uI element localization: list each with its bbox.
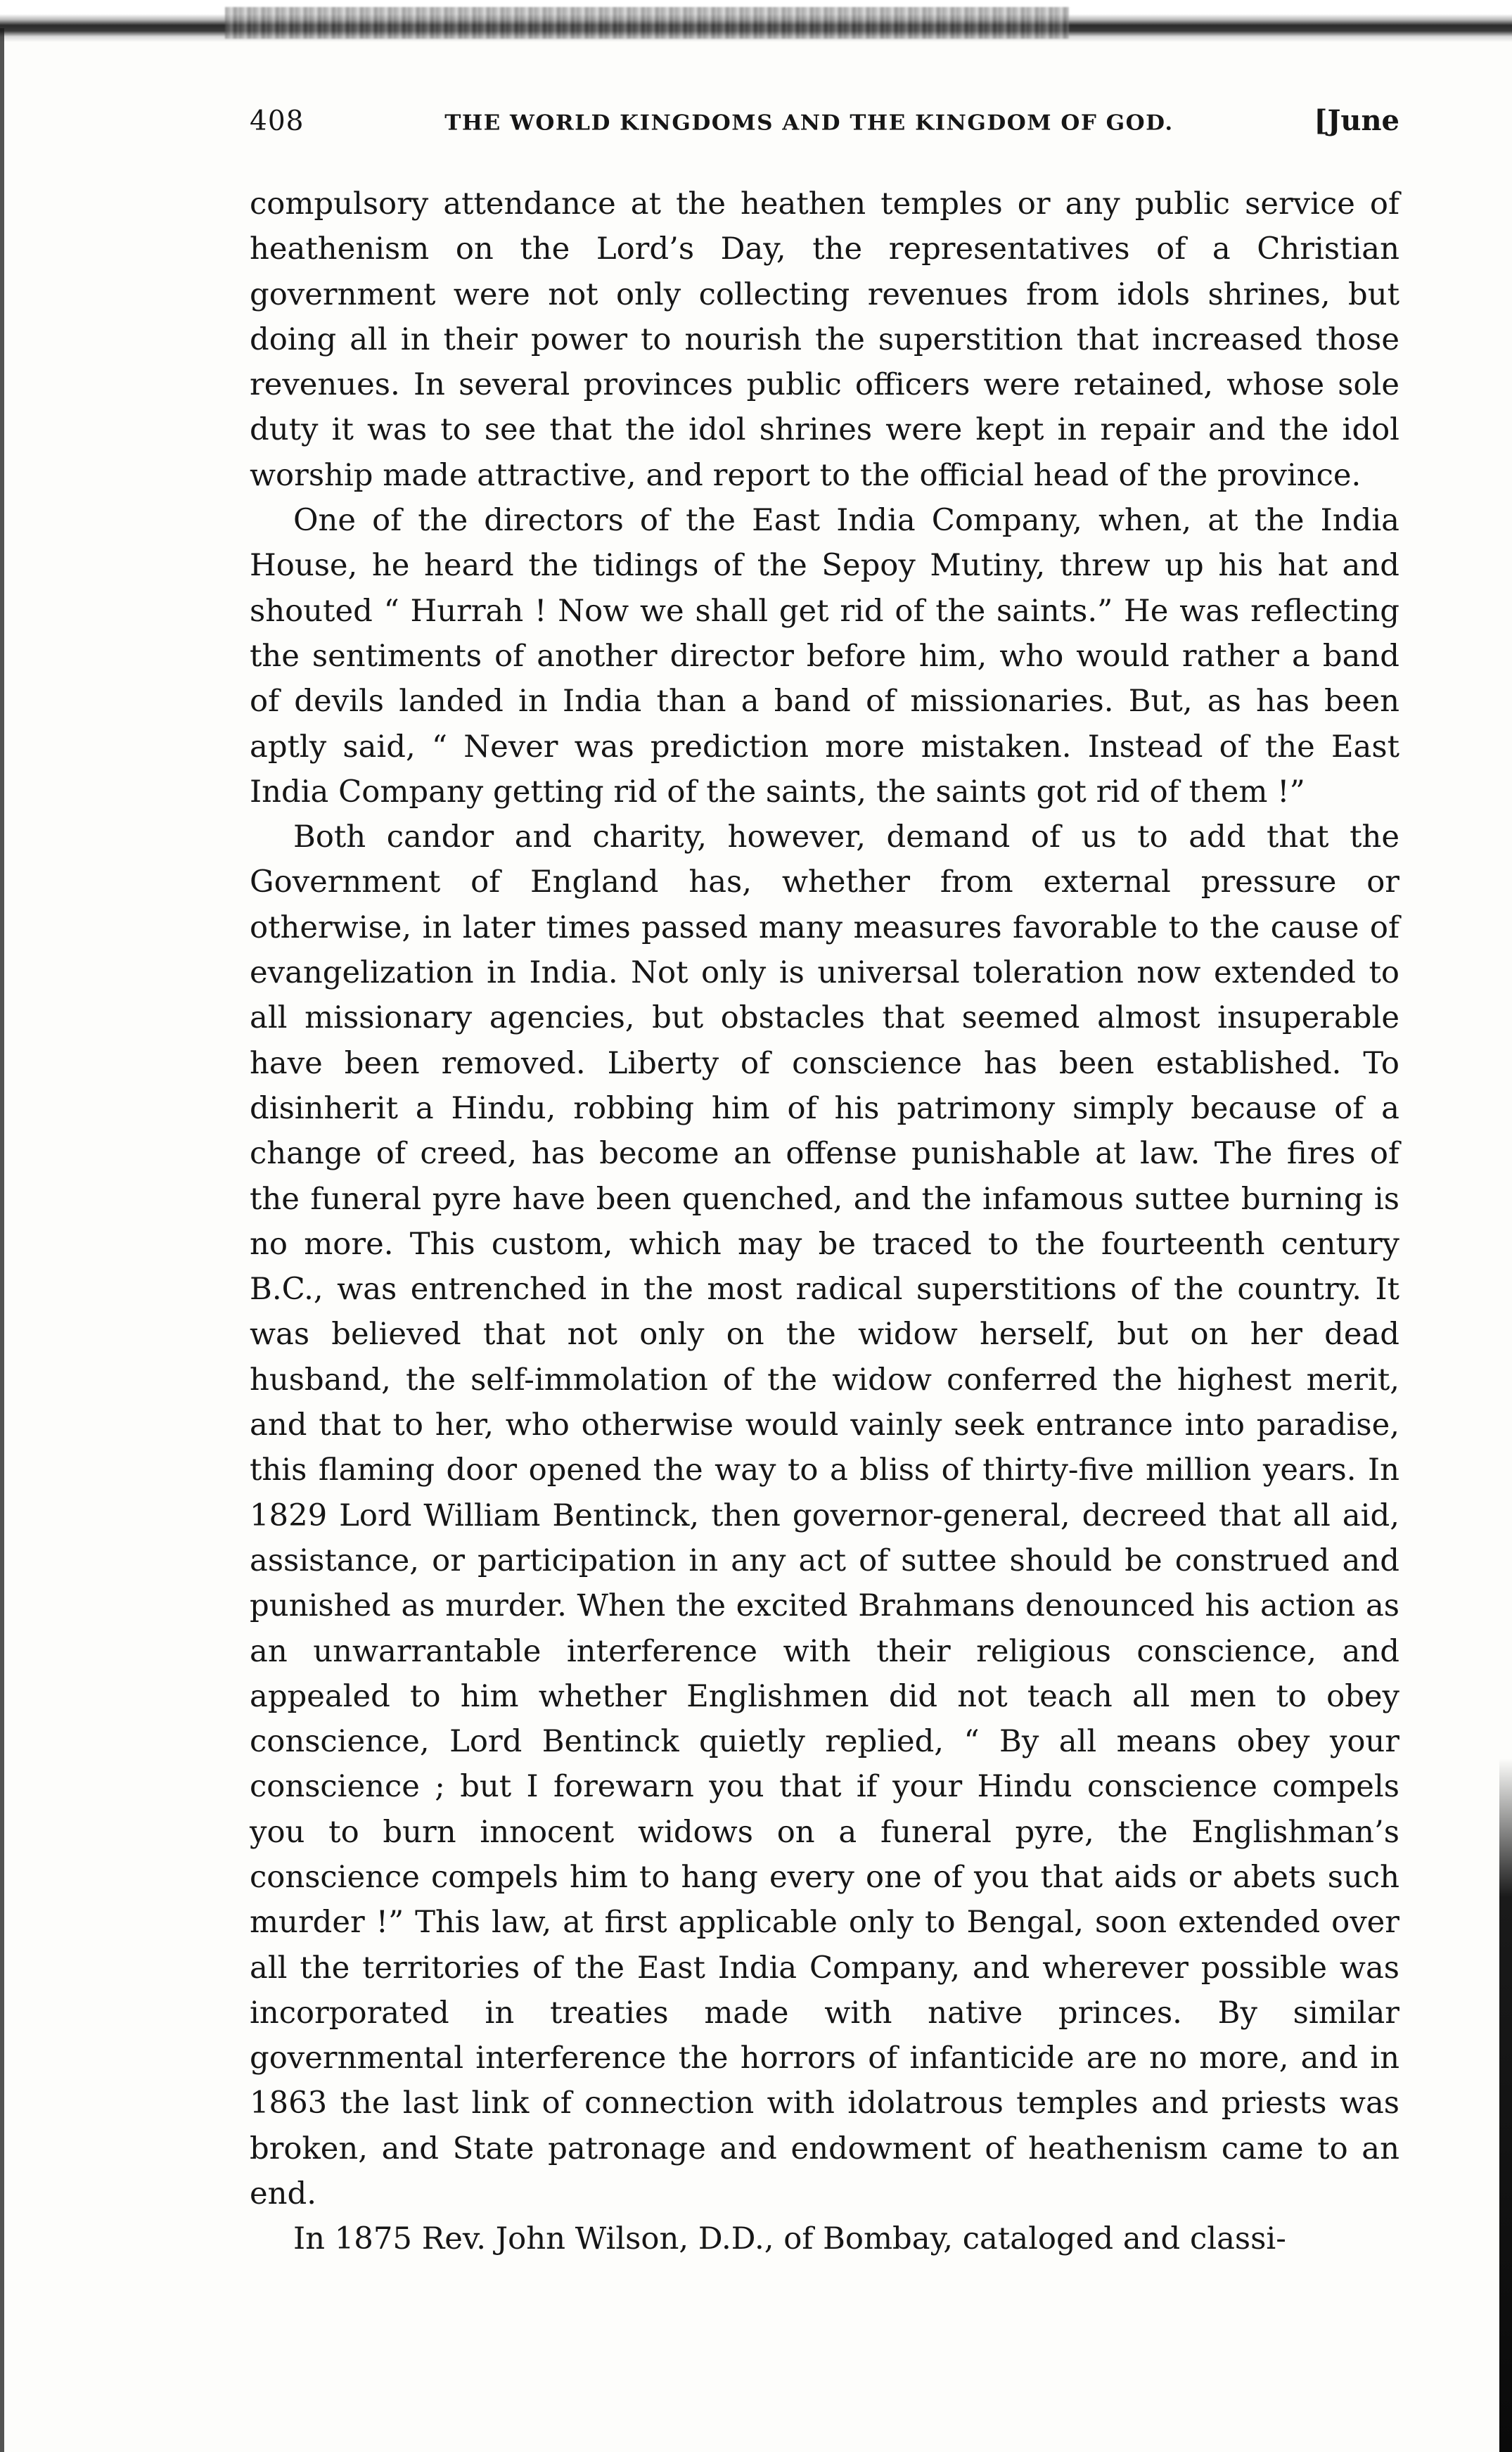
scan-right-edge xyxy=(1499,1758,1512,2452)
scan-left-edge xyxy=(0,28,4,2452)
running-head xyxy=(250,104,1399,146)
body-text xyxy=(250,181,1399,2262)
page-number: 408 xyxy=(250,106,305,137)
paragraph-wilson: In 1875 Rev. John Wilson, D.D., of Bombay, cataloged and classi- xyxy=(293,2221,1286,2257)
paragraph-suttee: Both candor and charity, however, demand of us to add that the Government of England has, whether from external pressure or otherwise, in later times passed many measures favorable to the cause of evangelization in India. Not only is universal toleration now extended to all missionary agencies, but obstacles that seemed almost insuperable have been removed. Liberty of conscience has been established. To disinherit a Hindu, robbing him of his patrimony simply because of a change of creed, has become an offense punishable at law. The fires of the funeral pyre have been quenched, and the infamous suttee burning is no more. This custom, which may be traced to the fourteenth century B.C., was entrenched in the most radical superstitions of the country. It was believed that not only on the widow herself, but on her dead husband, the self-immolation of the widow conferred the highest merit, and that to her, who otherwise would vainly seek entrance into paradise, this flaming door opened the way to a bliss of thirty-five million years. In 1829 Lord William Bentinck, then governor-general, decreed that all aid, assistance, or participation in any act of suttee should be construed and punished as murder. When the excited Brahmans denounced his action as an unwarrantable interference with their religious conscience, and appealed to him whether Englishmen did not teach all men to obey conscience, Lord Bentinck quietly replied, “ By all means obey your conscience ; but I forewarn you that if your Hindu conscience compels you to burn innocent widows on a funeral pyre, the Englishman’s conscience compels him to hang every one of you that aids or abets such murder !” This law, at first applicable only to Bengal, soon extended over all the territories of the East India Company, and wherever possible was incorporated in treaties made with native princes. By similar governmental interference the horrors of infanticide are no more, and in 1863 the last link of connection with idolatrous temples and priests was broken, and State patronage and endowment of heathenism came to an end. xyxy=(250,819,1399,2212)
paragraph-sepoy-mutiny: One of the directors of the East India Company, when, at the India House, he heard the tidings of the Sepoy Mutiny, threw up his hat and shouted “ Hurrah ! Now we shall get rid of the saints.” He was reflecting the sentiments of another director before him, who would rather a band of devils landed in India than a band of missionaries. But, as has been aptly said, “ Never was prediction more mistaken. Instead of the East India Company getting rid of the saints, the saints got rid of them !” xyxy=(250,503,1399,810)
book-page xyxy=(250,104,1399,2262)
section-mark: [June xyxy=(1314,104,1399,137)
paragraph-continuation: compulsory attendance at the heathen temples or any public service of heathenism on the Lord’s Day, the representatives of a Christian government were not only collecting revenues from idols shrines, but doing all in their power to nourish the superstition that increased those revenues. In several provinces public officers were retained, whose sole duty it was to see that the idol shrines were kept in repair and the idol worship made attractive, and report to the official head of the province. xyxy=(250,186,1399,493)
running-title: THE WORLD KINGDOMS AND THE KINGDOM OF GOD. xyxy=(444,110,1174,136)
scan-top-artifact xyxy=(225,7,1069,39)
